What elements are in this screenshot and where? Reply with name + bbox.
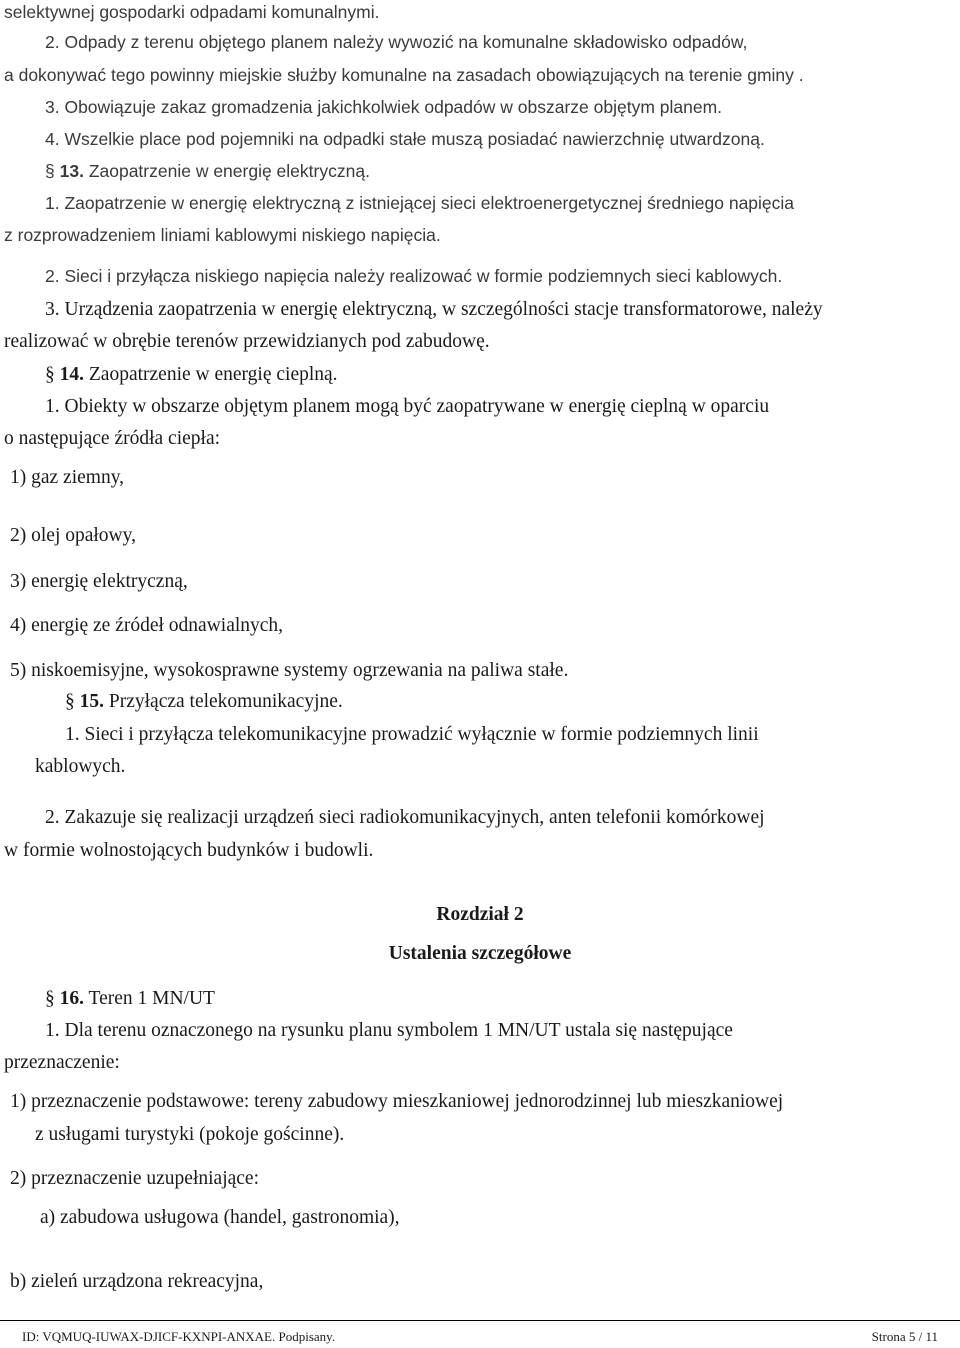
text-line: 1. Dla terenu oznaczonego na rysunku planu symbolem 1 MN/UT ustala się następujące bbox=[45, 1020, 733, 1041]
text-line: 1. Obiekty w obszarze objętym planem mogą być zaopatrywane w energię cieplną w oparciu bbox=[45, 396, 770, 417]
text-line: selektywnej gospodarki odpadami komunalnymi. bbox=[4, 2, 380, 22]
text-line: 2. Odpady z terenu objętego planem należy wywozić na komunalne składowisko odpadów, bbox=[45, 32, 748, 52]
chapter-title: Rozdział 2 bbox=[436, 904, 524, 925]
section-title: Zaopatrzenie w energię elektryczną. bbox=[88, 161, 370, 181]
section-number: 16. bbox=[59, 988, 84, 1009]
section-title: Zaopatrzenie w energię cieplną. bbox=[88, 364, 338, 385]
list-item: 3) energię elektryczną, bbox=[10, 571, 188, 592]
section-heading-14 bbox=[45, 363, 960, 387]
section-number: 15. bbox=[79, 691, 104, 712]
text-line: przeznaczenie: bbox=[4, 1052, 120, 1073]
text-line: 2. Sieci i przyłącza niskiego napięcia należy realizować w formie podziemnych sieci kablowych. bbox=[45, 266, 783, 286]
chapter-subtitle: Ustalenia szczegółowe bbox=[388, 943, 572, 964]
list-item: 1) przeznaczenie podstawowe: tereny zabudowy mieszkaniowej jednorodzinnej lub mieszkaniowej bbox=[10, 1091, 784, 1112]
section-number: 14. bbox=[59, 364, 84, 385]
text-line: 1. Sieci i przyłącza telekomunikacyjne prowadzić wyłącznie w formie podziemnych linii bbox=[65, 724, 759, 745]
text-line: kablowych. bbox=[35, 756, 126, 777]
section-symbol: § bbox=[45, 988, 55, 1009]
page-footer bbox=[0, 1320, 960, 1344]
section-symbol: § bbox=[45, 161, 55, 181]
text-line: 3. Urządzenia zaopatrzenia w energię elektryczną, w szczególności stacje transformatorowe, należy bbox=[45, 299, 823, 320]
section-number: 13. bbox=[59, 161, 84, 181]
section-heading-16 bbox=[45, 987, 960, 1011]
text-line: w formie wolnostojących budynków i budowli. bbox=[4, 840, 374, 861]
text-line: 2. Zakazuje się realizacji urządzeń sieci radiokomunikacyjnych, anten telefonii komórkowej bbox=[45, 807, 765, 828]
section-symbol: § bbox=[65, 691, 75, 712]
text-line: realizować w obrębie terenów przewidzianych pod zabudowę. bbox=[4, 331, 490, 352]
section-title: Przyłącza telekomunikacyjne. bbox=[108, 691, 343, 712]
section-heading-15 bbox=[65, 690, 960, 714]
text-line: 3. Obowiązuje zakaz gromadzenia jakichkolwiek odpadów w obszarze objętym planem. bbox=[45, 97, 723, 117]
list-item: 1) gaz ziemny, bbox=[10, 467, 125, 488]
list-item: 2) przeznaczenie uzupełniające: bbox=[10, 1168, 259, 1189]
section-title: Teren 1 MN/UT bbox=[88, 988, 215, 1009]
text-line: 1. Zaopatrzenie w energię elektryczną z istniejącej sieci elektroenergetycznej średniego napięcia bbox=[45, 193, 795, 213]
list-item: 5) niskoemisyjne, wysokosprawne systemy ogrzewania na paliwa stałe. bbox=[10, 660, 569, 681]
list-item: 2) olej opałowy, bbox=[10, 525, 136, 546]
section-symbol: § bbox=[45, 364, 55, 385]
section-heading-13 bbox=[45, 159, 960, 183]
text-line: o następujące źródła ciepła: bbox=[4, 428, 221, 449]
list-item-continuation: z usługami turystyki (pokoje gościnne). bbox=[35, 1124, 345, 1145]
text-line: a dokonywać tego powinny miejskie służby komunalne na zasadach obowiązujących na terenie gminy . bbox=[4, 65, 804, 85]
page-number: Strona 5 / 11 bbox=[871, 1329, 938, 1344]
text-line: 4. Wszelkie place pod pojemniki na odpadki stałe muszą posiadać nawierzchnię utwardzoną. bbox=[45, 129, 765, 149]
document-id: ID: VQMUQ-IUWAX-DJICF-KXNPI-ANXAE. Podpisany. bbox=[22, 1329, 336, 1344]
list-item: 4) energię ze źródeł odnawialnych, bbox=[10, 615, 284, 636]
sub-list-item: a) zabudowa usługowa (handel, gastronomia), bbox=[40, 1207, 400, 1228]
sub-list-item: b) zieleń urządzona rekreacyjna, bbox=[10, 1271, 264, 1292]
text-line: z rozprowadzeniem liniami kablowymi niskiego napięcia. bbox=[4, 225, 441, 245]
